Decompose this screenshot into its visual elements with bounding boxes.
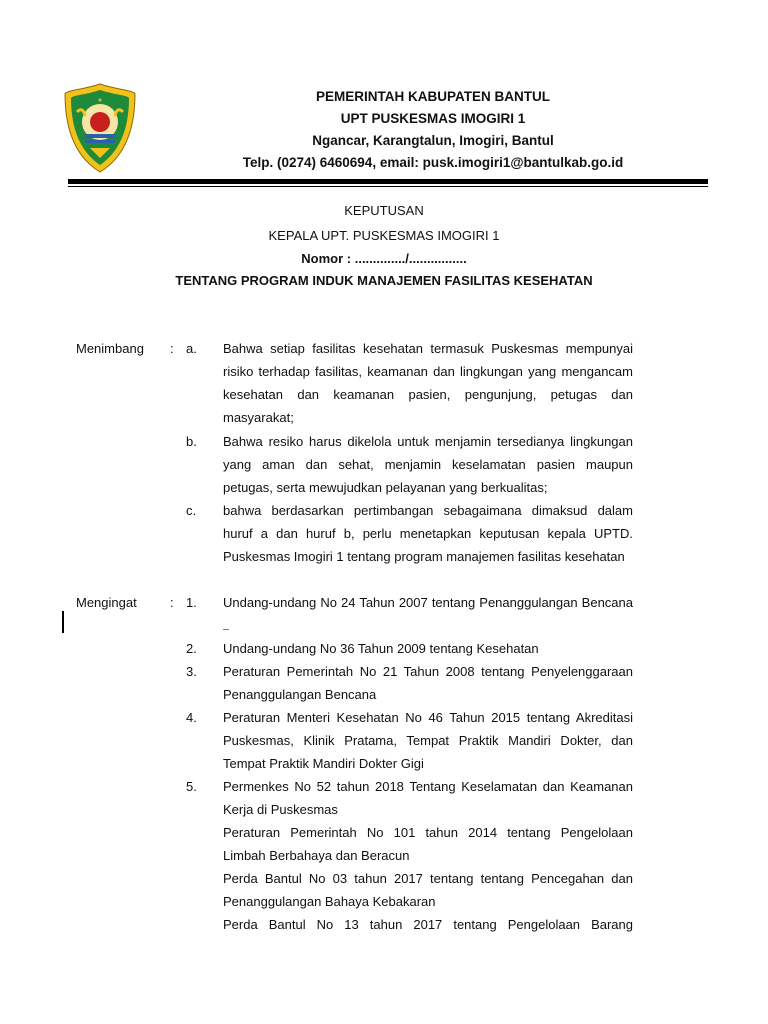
item-marker: 2. [186,641,197,656]
mengingat-label: Mengingat [76,595,137,610]
letterhead-text [150,86,716,174]
item-text [223,591,633,637]
item-marker: a. [186,341,197,356]
item-text-content: Undang-undang No 24 Tahun 2007 tentang Penanggulangan Bencana [223,595,633,610]
item-marker: 5. [186,779,197,794]
government-name: PEMERINTAH KABUPATEN BANTUL [316,89,550,104]
institution-contact: Telp. (0274) 6460694, email: pusk.imogiri1@bantulkab.go.id [242,155,624,170]
svg-text:★: ★ [97,97,103,104]
text-cursor [62,611,64,633]
insertion-mark [223,617,229,630]
institution-name: UPT PUSKESMAS IMOGIRI 1 [340,111,526,126]
menimbang-label: Menimbang [76,341,144,356]
decree-issuer: KEPALA UPT. PUSKESMAS IMOGIRI 1 [268,228,500,243]
item-text: bahwa berdasarkan pertimbangan sebagaimana dimaksud dalam huruf a dan huruf b, perlu menetapkan keputusan kepala UPTD. Puskesmas Imogiri 1 tentang program manajemen fasilitas kesehatan [223,503,633,564]
mengingat-colon: : [170,595,174,610]
item-marker: c. [186,503,197,518]
institution-address: Ngancar, Karangtalun, Imogiri, Bantul [312,133,554,148]
item-text: Peraturan Pemerintah No 101 tahun 2014 tentang Pengelolaan Limbah Berbahaya dan Beracun [223,825,633,863]
letterhead-rule-thick [68,179,708,184]
item-text: Peraturan Menteri Kesehatan No 46 Tahun 2015 tentang Akreditasi Puskesmas, Klinik Pratama, Tempat Praktik Mandiri Dokter, dan Tempat Praktik Mandiri Dokter Gigi [223,710,633,771]
item-marker: 1. [186,595,197,610]
decree-subject: TENTANG PROGRAM INDUK MANAJEMEN FASILITAS KESEHATAN [175,273,593,288]
item-text: Bahwa resiko harus dikelola untuk menjamin tersedianya lingkungan yang aman dan sehat, menjamin keselamatan pasien maupun petugas, serta mewujudkan pelayanan yang berkualitas; [223,434,633,495]
item-text: Perda Bantul No 03 tahun 2017 tentang tentang Pencegahan dan Penanggulangan Bahaya Kebakaran [223,871,633,909]
menimbang-colon: : [170,341,174,356]
item-text: Undang-undang No 36 Tahun 2009 tentang Kesehatan [223,641,539,656]
item-text: Permenkes No 52 tahun 2018 Tentang Keselamatan dan Keamanan Kerja di Puskesmas [223,779,633,817]
item-text: Perda Bantul No 13 tahun 2017 tentang Pengelolaan Barang [223,917,633,932]
item-marker: 4. [186,710,197,725]
decree-heading: KEPUTUSAN [344,203,424,218]
item-marker: b. [186,434,197,449]
item-marker: 3. [186,664,197,679]
letterhead-rule-thin [68,186,708,187]
bantul-regency-logo [63,82,137,174]
item-text: Peraturan Pemerintah No 21 Tahun 2008 tentang Penyelenggaraan Penanggulangan Bencana [223,664,633,702]
item-text: Bahwa setiap fasilitas kesehatan termasuk Puskesmas mempunyai risiko terhadap fasilitas, keamanan dan lingkungan yang mengancam kesehatan dan keamanan pasien, pengunjung, petugas dan masyarakat; [223,341,633,425]
decree-number: Nomor : ............../................ [301,251,467,266]
